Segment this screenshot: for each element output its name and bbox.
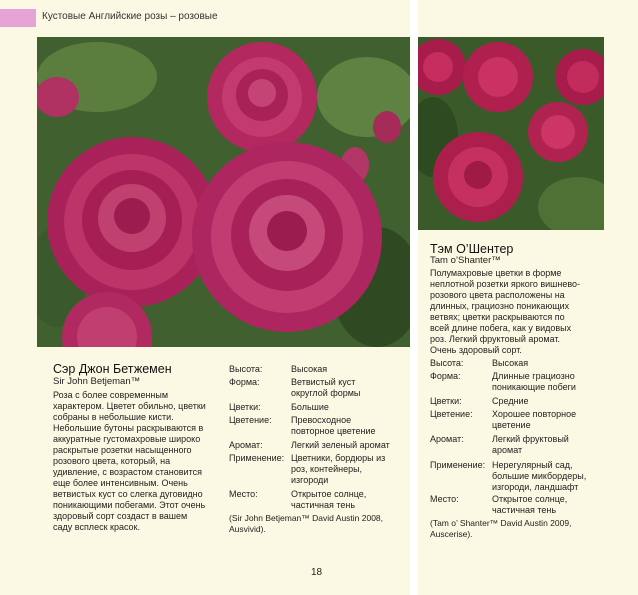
spec-value-flowers-right: Средние <box>492 396 529 406</box>
spec-label-blooming: Цветение: <box>229 415 272 425</box>
rose-name-ru: Сэр Джон Бетжемен <box>53 362 172 376</box>
spec-label-blooming-right: Цветение: <box>430 409 473 419</box>
spec-value-blooming: Превосходное повторное цветение <box>291 415 376 436</box>
spec-value-fragrance: Легкий зеленый аромат <box>291 440 390 450</box>
spec-value-form-right: Длинные грациозно поникающие побеги <box>492 371 576 392</box>
spec-label-form-right: Форма: <box>430 371 461 381</box>
spec-value-height-right: Высокая <box>492 358 529 368</box>
spec-value-height: Высокая <box>291 364 328 374</box>
spec-label-usage: Применение: <box>229 453 285 463</box>
spec-value-location-right: Открытое солнце, частичная тень <box>492 494 568 515</box>
spec-label-fragrance: Аромат: <box>229 440 263 450</box>
rose-photo-sir-john-betjeman <box>37 37 410 347</box>
spec-label-flowers-right: Цветки: <box>430 396 462 406</box>
rose-note: (Sir John Betjeman™ David Austin 2008, Ausvivid). <box>229 513 384 534</box>
section-color-tab <box>0 9 36 27</box>
spec-label-location: Место: <box>229 489 258 499</box>
spec-label-height: Высота: <box>229 364 263 374</box>
spec-label-form: Форма: <box>229 377 260 387</box>
spec-label-fragrance-right: Аромат: <box>430 434 464 444</box>
rose-name-ru-right: Тэм О’Шентер <box>430 242 514 256</box>
spec-value-blooming-right: Хорошее повторное цветение <box>492 409 577 430</box>
rose-photo-tam-o-shanter <box>418 37 604 230</box>
spec-label-location-right: Место: <box>430 494 459 504</box>
page-gutter <box>410 0 418 595</box>
spec-value-form: Ветвистый куст округлой формы <box>291 377 361 398</box>
spec-label-height-right: Высота: <box>430 358 464 368</box>
spec-value-flowers: Большие <box>291 402 329 412</box>
spec-value-usage: Цветники, бордюры из роз, контейнеры, изгороди <box>291 453 386 485</box>
spec-value-usage-right: Нерегулярный сад, большие микбордеры, изгороди, ландшафт <box>492 460 587 492</box>
section-title: Кустовые Английские розы – розовые <box>42 11 218 22</box>
rose-description: Роза с более современным характером. Цветет обильно, цветки собраны в небольшие кисти. Небольшие бутоны раскрываются в аккуратные густомахровые широко раскрытые розетки насыщенного розового цвета, который, на удивление, с возрастом становится еще более интенсивным. Очень ветвистых куст со слегка дуговидно поникающими побегами. Этот очень здоровый сорт создаст в вашем саду всплеск красок. <box>53 390 206 532</box>
spec-label-usage-right: Применение: <box>430 460 486 470</box>
rose-name-en: Sir John Betjeman™ <box>53 376 141 387</box>
page-number: 18 <box>311 567 323 578</box>
rose-name-en-right: Tam o’Shanter™ <box>430 255 501 266</box>
rose-description-right: Полумахровые цветки в форме неплотной розетки яркого вишнево- розового цвета расположены на длинных, грациозно поникающих ветвях; цветки раскрываются по всей длине побега, как у видовых роз. Легкий фруктовый аромат. Очень здоровый сорт. <box>430 268 581 355</box>
spec-value-fragrance-right: Легкий фруктовый аромат <box>492 434 569 455</box>
rose-note-right: (Tam o’ Shanter™ David Austin 2009, Auscerise). <box>430 518 572 539</box>
spec-label-flowers: Цветки: <box>229 402 261 412</box>
spec-value-location: Открытое солнце, частичная тень <box>291 489 367 510</box>
